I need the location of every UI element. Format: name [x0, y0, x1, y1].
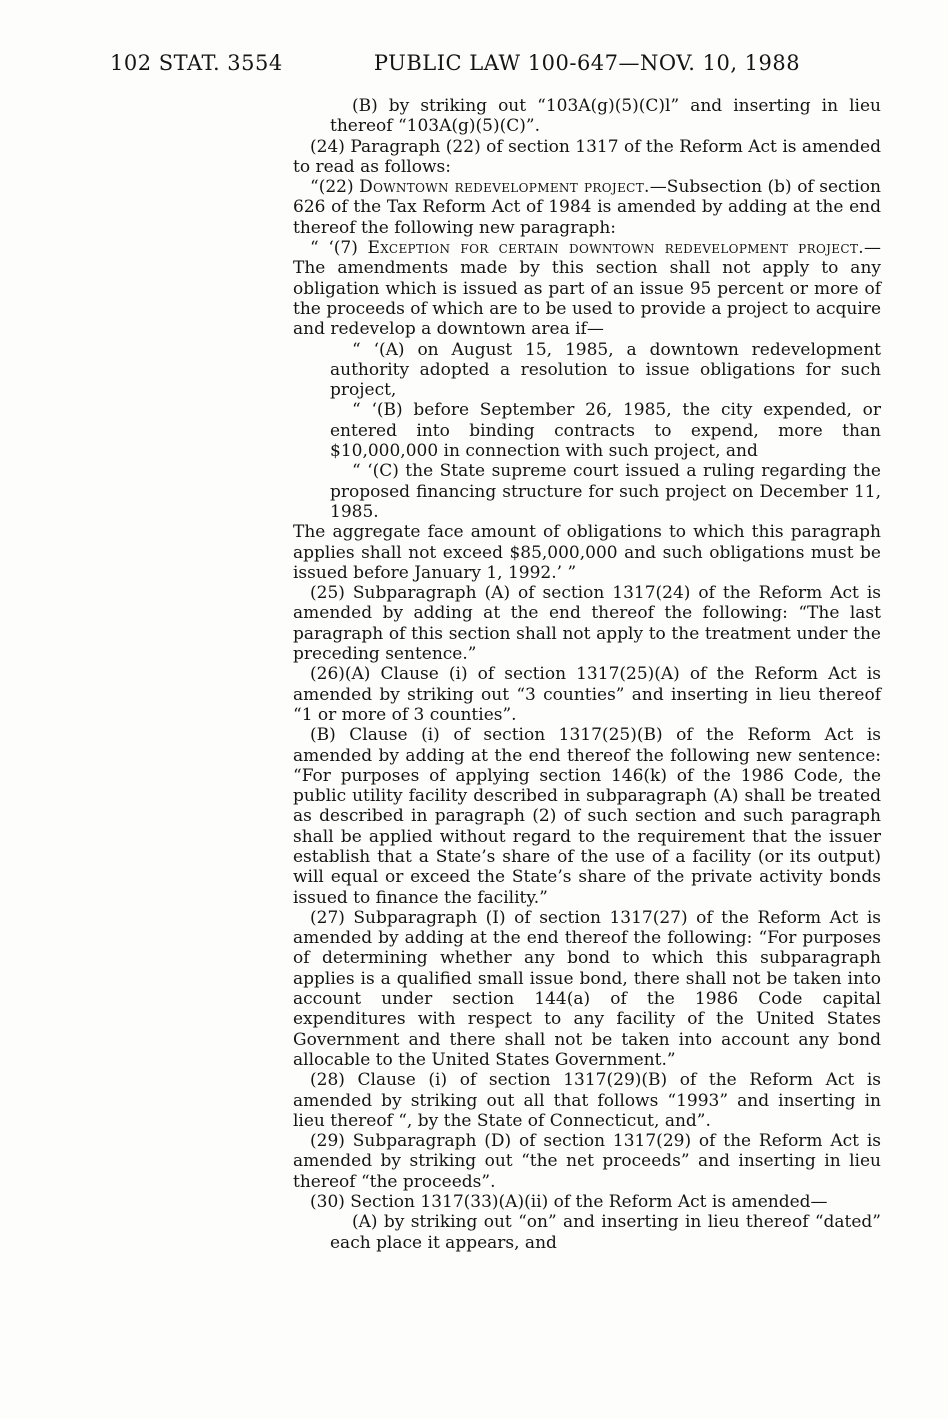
paragraph-text: “ ‘(C) the State supreme court issued a ruling regarding the proposed financing structure for such project on December 11, 1985. — [330, 461, 881, 522]
paragraph-text: “ ‘(7) — [310, 238, 368, 259]
statute-paragraph — [293, 1131, 881, 1192]
statute-paragraph — [330, 461, 881, 522]
statute-paragraph — [330, 96, 881, 137]
statute-paragraph — [293, 664, 881, 725]
paragraph-text: (24) Paragraph (22) of section 1317 of the Reform Act is amended to read as follows: — [293, 136, 881, 177]
paragraph-text: (28) Clause (i) of section 1317(29)(B) of the Reform Act is amended by striking out all that follows “1993” and inserting in lieu thereof “, by the State of Connecticut, and”. — [293, 1070, 881, 1131]
statute-paragraph — [293, 725, 881, 908]
paragraph-text: The aggregate face amount of obligations to which this paragraph applies shall not exceed $85,000,000 and such obligations must be issued before January 1, 1992.’ ” — [293, 522, 881, 583]
stat-page-number: 102 STAT. 3554 — [110, 51, 283, 75]
statute-paragraph — [330, 340, 881, 401]
paragraph-text: (B) by striking out “103A(g)(5)(C)l” and inserting in lieu thereof “103A(g)(5)(C)”. — [330, 96, 881, 137]
statute-paragraph — [293, 1070, 881, 1131]
paragraph-text: “(22) — [310, 177, 360, 198]
statute-paragraph — [330, 400, 881, 461]
paragraph-text: (B) Clause (i) of section 1317(25)(B) of the Reform Act is amended by adding at the end thereof the following new sentence: “For purposes of applying section 146(k) of the 1986 Code, the public utility facility described in subparagraph (A) shall be treated as described in paragraph (2) of such section and such paragraph shall be applied without regard to the requirement that the issuer establish that a State’s share of the use of a facility (or its output) will equal or exceed the State’s share of the private activity bonds issued to finance the facility.” — [293, 725, 881, 908]
statute-paragraph — [293, 238, 881, 339]
paragraph-text: (29) Subparagraph (D) of section 1317(29) of the Reform Act is amended by striking out “the net proceeds” and inserting in lieu thereof “the proceeds”. — [293, 1131, 881, 1192]
paragraph-text: (30) Section 1317(33)(A)(ii) of the Reform Act is amended— — [310, 1192, 828, 1213]
running-head: PUBLIC LAW 100-647—NOV. 10, 1988 — [373, 51, 801, 75]
paragraph-text: (25) Subparagraph (A) of section 1317(24) of the Reform Act is amended by adding at the end thereof the following: “The last paragraph of this section shall not apply to the treatment under the preceding sentence.” — [293, 583, 881, 665]
statute-paragraph — [293, 137, 881, 178]
smallcaps-heading: Downtown redevelopment project. — [359, 177, 650, 198]
statute-paragraph — [293, 522, 881, 583]
statute-paragraph — [293, 583, 881, 664]
paragraph-text: —The amendments made by this section shall not apply to any obligation which is issued as part of an issue 95 percent or more of the proceeds of which are to be used to provide a project to acquire and redevelop a downtown area if— — [293, 238, 881, 340]
statute-paragraph — [293, 177, 881, 238]
paragraph-text: —Subsection (b) of section 626 of the Tax Reform Act of 1984 is amended by adding at the end thereof the following new paragraph: — [293, 177, 881, 238]
paragraph-text: “ ‘(B) before September 26, 1985, the city expended, or entered into binding contracts to expend, more than $10,000,000 in connection with such project, and — [330, 400, 881, 462]
statute-paragraph — [293, 1192, 881, 1212]
paragraph-text: (A) by striking out “on” and inserting in lieu thereof “dated” each place it appears, and — [330, 1212, 881, 1253]
paragraph-text: (26)(A) Clause (i) of section 1317(25)(A) of the Reform Act is amended by striking out “3 counties” and inserting in lieu thereof “1 or more of 3 counties”. — [293, 664, 881, 725]
statute-body — [293, 96, 881, 1253]
paragraph-text: “ ‘(A) on August 15, 1985, a downtown redevelopment authority adopted a resolution to issue obligations for such project, — [330, 339, 881, 401]
statute-paragraph — [293, 908, 881, 1070]
statute-paragraph — [330, 1212, 881, 1253]
paragraph-text: (27) Subparagraph (I) of section 1317(27) of the Reform Act is amended by adding at the end thereof the following: “For purposes of determining whether any bond to which this subparagraph applies is a qualified small issue bond, there shall not be taken into account under section 144(a) of the 1986 Code capital expenditures with respect to any facility of the United States Government and there shall not be taken into account any bond allocable to the United States Government.” — [293, 907, 881, 1070]
smallcaps-heading: Exception for certain downtown redevelopment project. — [367, 238, 864, 259]
